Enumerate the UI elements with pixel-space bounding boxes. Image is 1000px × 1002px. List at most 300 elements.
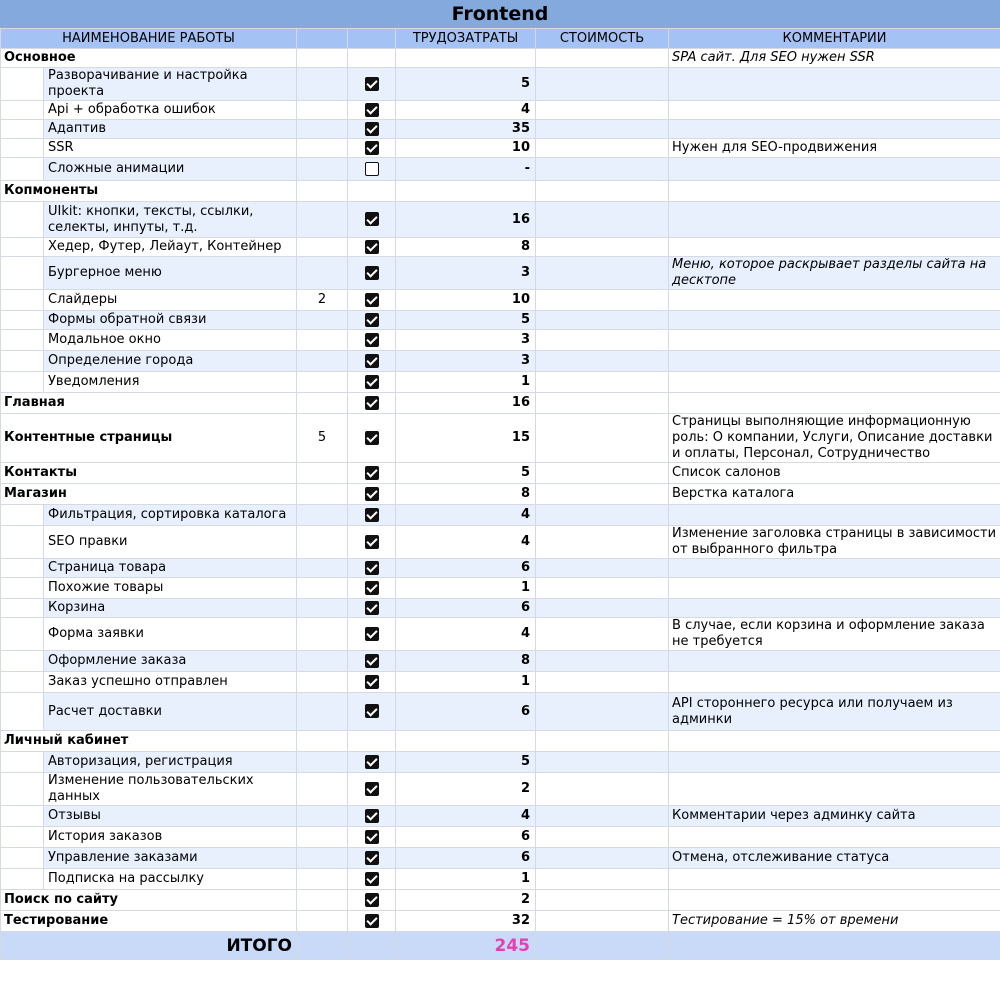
count-cell[interactable] bbox=[297, 731, 348, 752]
effort-cell[interactable]: 5 bbox=[396, 311, 536, 330]
indent-cell[interactable] bbox=[1, 773, 44, 806]
effort-cell[interactable]: 16 bbox=[396, 393, 536, 414]
cost-cell[interactable] bbox=[536, 120, 669, 139]
checkbox-checked[interactable] bbox=[365, 266, 379, 280]
checkbox-checked[interactable] bbox=[365, 704, 379, 718]
comment-cell[interactable] bbox=[669, 158, 1000, 181]
effort-cell[interactable]: 1 bbox=[396, 372, 536, 393]
count-cell[interactable] bbox=[297, 505, 348, 526]
indent-cell[interactable] bbox=[1, 257, 44, 290]
count-cell[interactable] bbox=[297, 773, 348, 806]
cost-cell[interactable] bbox=[536, 68, 669, 101]
checkbox-checked[interactable] bbox=[365, 240, 379, 254]
count-cell[interactable] bbox=[297, 311, 348, 330]
indent-cell[interactable] bbox=[1, 806, 44, 827]
header-name[interactable]: НАИМЕНОВАНИЕ РАБОТЫ bbox=[1, 29, 297, 49]
checkbox-checked[interactable] bbox=[365, 212, 379, 226]
checkbox-cell[interactable] bbox=[348, 869, 396, 890]
checkbox-cell[interactable] bbox=[348, 731, 396, 752]
checkbox-cell[interactable] bbox=[348, 414, 396, 463]
count-cell[interactable] bbox=[297, 49, 348, 68]
indent-cell[interactable] bbox=[1, 578, 44, 599]
checkbox-checked[interactable] bbox=[365, 333, 379, 347]
section-name[interactable]: Поиск по сайту bbox=[1, 890, 297, 911]
comment-cell[interactable]: Верстка каталога bbox=[669, 484, 1000, 505]
table-row bbox=[1, 158, 1000, 181]
checkbox-cell[interactable] bbox=[348, 599, 396, 618]
indent-cell[interactable] bbox=[1, 693, 44, 731]
comment-cell[interactable]: Изменение заголовка страницы в зависимости от выбранного фильтра bbox=[669, 526, 1000, 559]
comment-cell[interactable]: Отмена, отслеживание статуса bbox=[669, 848, 1000, 869]
count-cell[interactable] bbox=[297, 651, 348, 672]
cost-cell[interactable] bbox=[536, 393, 669, 414]
item-name[interactable]: Похожие товары bbox=[44, 578, 297, 599]
checkbox-cell[interactable] bbox=[348, 505, 396, 526]
comment-cell[interactable]: API стороннего ресурса или получаем из админки bbox=[669, 693, 1000, 731]
effort-cell[interactable]: 5 bbox=[396, 68, 536, 101]
checkbox-cell[interactable] bbox=[348, 463, 396, 484]
effort-cell[interactable]: 10 bbox=[396, 139, 536, 158]
item-name[interactable]: Модальное окно bbox=[44, 330, 297, 351]
checkbox-checked[interactable] bbox=[365, 103, 379, 117]
checkbox-cell[interactable] bbox=[348, 393, 396, 414]
comment-cell[interactable]: Меню, которое раскрывает разделы сайта на десктопе bbox=[669, 257, 1000, 290]
cost-cell[interactable] bbox=[536, 911, 669, 932]
item-name[interactable]: Подписка на рассылку bbox=[44, 869, 297, 890]
checkbox-cell[interactable] bbox=[348, 827, 396, 848]
indent-cell[interactable] bbox=[1, 372, 44, 393]
count-cell[interactable] bbox=[297, 257, 348, 290]
total-blank-1[interactable] bbox=[297, 932, 348, 960]
checkbox-cell[interactable] bbox=[348, 526, 396, 559]
cost-cell[interactable] bbox=[536, 257, 669, 290]
comment-cell[interactable] bbox=[669, 672, 1000, 693]
effort-cell[interactable]: 6 bbox=[396, 559, 536, 578]
checkbox-checked[interactable] bbox=[365, 914, 379, 928]
checkbox-cell[interactable] bbox=[348, 181, 396, 202]
indent-cell[interactable] bbox=[1, 238, 44, 257]
table-row bbox=[1, 505, 1000, 526]
item-name[interactable]: Слайдеры bbox=[44, 290, 297, 311]
item-name[interactable]: Расчет доставки bbox=[44, 693, 297, 731]
total-value[interactable]: 245 bbox=[396, 932, 536, 960]
effort-cell[interactable]: 5 bbox=[396, 752, 536, 773]
section-name[interactable]: Контентные страницы bbox=[1, 414, 297, 463]
cost-cell[interactable] bbox=[536, 139, 669, 158]
count-cell[interactable] bbox=[297, 351, 348, 372]
indent-cell[interactable] bbox=[1, 827, 44, 848]
count-cell[interactable]: 5 bbox=[297, 414, 348, 463]
checkbox-checked[interactable] bbox=[365, 354, 379, 368]
item-name[interactable]: Определение города bbox=[44, 351, 297, 372]
checkbox-cell[interactable] bbox=[348, 773, 396, 806]
checkbox-cell[interactable] bbox=[348, 559, 396, 578]
checkbox-checked[interactable] bbox=[365, 431, 379, 445]
comment-cell[interactable]: SPA сайт. Для SEO нужен SSR bbox=[669, 49, 1000, 68]
checkbox-checked[interactable] bbox=[365, 654, 379, 668]
checkbox-checked[interactable] bbox=[365, 487, 379, 501]
effort-cell[interactable]: 35 bbox=[396, 120, 536, 139]
count-cell[interactable] bbox=[297, 618, 348, 651]
comment-cell[interactable] bbox=[669, 202, 1000, 238]
item-name[interactable]: Адаптив bbox=[44, 120, 297, 139]
cost-cell[interactable] bbox=[536, 731, 669, 752]
effort-cell[interactable]: 2 bbox=[396, 890, 536, 911]
count-cell[interactable] bbox=[297, 806, 348, 827]
checkbox-checked[interactable] bbox=[365, 396, 379, 410]
count-cell[interactable] bbox=[297, 526, 348, 559]
effort-cell[interactable]: 3 bbox=[396, 257, 536, 290]
item-name[interactable]: UIkit: кнопки, тексты, ссылки, селекты, инпуты, т.д. bbox=[44, 202, 297, 238]
count-cell[interactable] bbox=[297, 158, 348, 181]
effort-cell[interactable]: 4 bbox=[396, 505, 536, 526]
cost-cell[interactable] bbox=[536, 599, 669, 618]
cost-cell[interactable] bbox=[536, 351, 669, 372]
count-cell[interactable] bbox=[297, 202, 348, 238]
indent-cell[interactable] bbox=[1, 599, 44, 618]
indent-cell[interactable] bbox=[1, 559, 44, 578]
count-cell[interactable] bbox=[297, 752, 348, 773]
item-name[interactable]: Фильтрация, сортировка каталога bbox=[44, 505, 297, 526]
section-name[interactable]: Основное bbox=[1, 49, 297, 68]
effort-cell[interactable]: 5 bbox=[396, 463, 536, 484]
count-cell[interactable] bbox=[297, 120, 348, 139]
effort-cell[interactable]: - bbox=[396, 158, 536, 181]
effort-cell[interactable]: 8 bbox=[396, 484, 536, 505]
effort-cell[interactable]: 4 bbox=[396, 526, 536, 559]
comment-cell[interactable] bbox=[669, 393, 1000, 414]
checkbox-checked[interactable] bbox=[365, 627, 379, 641]
checkbox-unchecked[interactable] bbox=[365, 162, 379, 176]
checkbox-checked[interactable] bbox=[365, 508, 379, 522]
checkbox-cell[interactable] bbox=[348, 890, 396, 911]
checkbox-checked[interactable] bbox=[365, 601, 379, 615]
effort-cell[interactable]: 16 bbox=[396, 202, 536, 238]
checkbox-checked[interactable] bbox=[365, 851, 379, 865]
checkbox-checked[interactable] bbox=[365, 809, 379, 823]
cost-cell[interactable] bbox=[536, 693, 669, 731]
item-name[interactable]: Сложные анимации bbox=[44, 158, 297, 181]
checkbox-cell[interactable] bbox=[348, 120, 396, 139]
effort-cell[interactable]: 4 bbox=[396, 806, 536, 827]
item-name[interactable]: Оформление заказа bbox=[44, 651, 297, 672]
comment-cell[interactable] bbox=[669, 559, 1000, 578]
checkbox-cell[interactable] bbox=[348, 351, 396, 372]
count-cell[interactable] bbox=[297, 68, 348, 101]
comment-cell[interactable]: Комментарии через админку сайта bbox=[669, 806, 1000, 827]
count-cell[interactable] bbox=[297, 848, 348, 869]
indent-cell[interactable] bbox=[1, 351, 44, 372]
count-cell[interactable] bbox=[297, 559, 348, 578]
indent-cell[interactable] bbox=[1, 202, 44, 238]
checkbox-cell[interactable] bbox=[348, 290, 396, 311]
item-name[interactable]: Корзина bbox=[44, 599, 297, 618]
checkbox-checked[interactable] bbox=[365, 141, 379, 155]
effort-cell[interactable]: 6 bbox=[396, 827, 536, 848]
indent-cell[interactable] bbox=[1, 505, 44, 526]
checkbox-checked[interactable] bbox=[365, 893, 379, 907]
count-cell[interactable] bbox=[297, 578, 348, 599]
checkbox-cell[interactable] bbox=[348, 101, 396, 120]
section-row bbox=[1, 181, 1000, 202]
comment-cell[interactable] bbox=[669, 120, 1000, 139]
item-name[interactable]: Авторизация, регистрация bbox=[44, 752, 297, 773]
count-cell[interactable] bbox=[297, 911, 348, 932]
count-cell[interactable] bbox=[297, 101, 348, 120]
table-row bbox=[1, 651, 1000, 672]
item-name[interactable]: Изменение пользовательских данных bbox=[44, 773, 297, 806]
comment-cell[interactable] bbox=[669, 372, 1000, 393]
comment-cell[interactable]: В случае, если корзина и оформление заказа не требуется bbox=[669, 618, 1000, 651]
count-cell[interactable] bbox=[297, 181, 348, 202]
count-cell[interactable] bbox=[297, 599, 348, 618]
cost-cell[interactable] bbox=[536, 752, 669, 773]
indent-cell[interactable] bbox=[1, 618, 44, 651]
effort-cell[interactable] bbox=[396, 49, 536, 68]
cost-cell[interactable] bbox=[536, 181, 669, 202]
section-name[interactable]: Главная bbox=[1, 393, 297, 414]
item-name[interactable]: Заказ успешно отправлен bbox=[44, 672, 297, 693]
comment-cell[interactable] bbox=[669, 827, 1000, 848]
checkbox-cell[interactable] bbox=[348, 484, 396, 505]
count-cell[interactable] bbox=[297, 484, 348, 505]
checkbox-checked[interactable] bbox=[365, 561, 379, 575]
checkbox-cell[interactable] bbox=[348, 257, 396, 290]
checkbox-cell[interactable] bbox=[348, 693, 396, 731]
indent-cell[interactable] bbox=[1, 158, 44, 181]
section-name[interactable]: Копмоненты bbox=[1, 181, 297, 202]
item-name[interactable]: SEO правки bbox=[44, 526, 297, 559]
cost-cell[interactable] bbox=[536, 372, 669, 393]
cost-cell[interactable] bbox=[536, 869, 669, 890]
section-name[interactable]: Контакты bbox=[1, 463, 297, 484]
comment-cell[interactable]: Страницы выполняющие информационную роль: О компании, Услуги, Описание доставки и оплаты, Персонал, Сотрудничество bbox=[669, 414, 1000, 463]
item-name[interactable]: Api + обработка ошибок bbox=[44, 101, 297, 120]
checkbox-cell[interactable] bbox=[348, 202, 396, 238]
comment-cell[interactable] bbox=[669, 238, 1000, 257]
comment-cell[interactable] bbox=[669, 752, 1000, 773]
header-cost[interactable]: СТОИМОСТЬ bbox=[536, 29, 669, 49]
indent-cell[interactable] bbox=[1, 311, 44, 330]
count-cell[interactable] bbox=[297, 330, 348, 351]
checkbox-cell[interactable] bbox=[348, 372, 396, 393]
header-comments[interactable]: КОММЕНТАРИИ bbox=[669, 29, 1000, 49]
cost-cell[interactable] bbox=[536, 484, 669, 505]
checkbox-cell[interactable] bbox=[348, 752, 396, 773]
cost-cell[interactable] bbox=[536, 49, 669, 68]
comment-cell[interactable]: Список салонов bbox=[669, 463, 1000, 484]
indent-cell[interactable] bbox=[1, 290, 44, 311]
effort-cell[interactable]: 3 bbox=[396, 330, 536, 351]
item-name[interactable]: Хедер, Футер, Лейаут, Контейнер bbox=[44, 238, 297, 257]
effort-cell[interactable]: 6 bbox=[396, 693, 536, 731]
total-label[interactable]: ИТОГО bbox=[1, 932, 297, 960]
header-effort[interactable]: ТРУДОЗАТРАТЫ bbox=[396, 29, 536, 49]
effort-cell[interactable]: 6 bbox=[396, 848, 536, 869]
comment-cell[interactable] bbox=[669, 351, 1000, 372]
effort-cell[interactable]: 3 bbox=[396, 351, 536, 372]
checkbox-checked[interactable] bbox=[365, 375, 379, 389]
checkbox-cell[interactable] bbox=[348, 806, 396, 827]
count-cell[interactable] bbox=[297, 672, 348, 693]
checkbox-cell[interactable] bbox=[348, 672, 396, 693]
section-name[interactable]: Тестирование bbox=[1, 911, 297, 932]
item-name[interactable]: Страница товара bbox=[44, 559, 297, 578]
cost-cell[interactable] bbox=[536, 890, 669, 911]
checkbox-cell[interactable] bbox=[348, 848, 396, 869]
indent-cell[interactable] bbox=[1, 330, 44, 351]
indent-cell[interactable] bbox=[1, 68, 44, 101]
effort-cell[interactable]: 1 bbox=[396, 672, 536, 693]
item-name[interactable]: Форма заявки bbox=[44, 618, 297, 651]
checkbox-cell[interactable] bbox=[348, 139, 396, 158]
total-comment[interactable] bbox=[669, 932, 1000, 960]
section-name[interactable]: Личный кабинет bbox=[1, 731, 297, 752]
item-name[interactable]: Управление заказами bbox=[44, 848, 297, 869]
item-name[interactable]: Разворачивание и настройка проекта bbox=[44, 68, 297, 101]
effort-cell[interactable]: 6 bbox=[396, 599, 536, 618]
cost-cell[interactable] bbox=[536, 773, 669, 806]
checkbox-cell[interactable] bbox=[348, 49, 396, 68]
checkbox-checked[interactable] bbox=[365, 830, 379, 844]
checkbox-checked[interactable] bbox=[365, 293, 379, 307]
checkbox-cell[interactable] bbox=[348, 68, 396, 101]
effort-cell[interactable]: 4 bbox=[396, 101, 536, 120]
comment-cell[interactable] bbox=[669, 890, 1000, 911]
comment-cell[interactable] bbox=[669, 311, 1000, 330]
cost-cell[interactable] bbox=[536, 101, 669, 120]
cost-cell[interactable] bbox=[536, 526, 669, 559]
checkbox-cell[interactable] bbox=[348, 911, 396, 932]
cost-cell[interactable] bbox=[536, 290, 669, 311]
cost-cell[interactable] bbox=[536, 505, 669, 526]
count-cell[interactable] bbox=[297, 393, 348, 414]
effort-cell[interactable]: 10 bbox=[396, 290, 536, 311]
checkbox-cell[interactable] bbox=[348, 158, 396, 181]
comment-cell[interactable] bbox=[669, 651, 1000, 672]
effort-cell[interactable]: 4 bbox=[396, 618, 536, 651]
count-cell[interactable] bbox=[297, 869, 348, 890]
cost-cell[interactable] bbox=[536, 330, 669, 351]
comment-cell[interactable]: Нужен для SEO-продвижения bbox=[669, 139, 1000, 158]
checkbox-checked[interactable] bbox=[365, 313, 379, 327]
cost-cell[interactable] bbox=[536, 202, 669, 238]
checkbox-checked[interactable] bbox=[365, 581, 379, 595]
item-name[interactable]: Формы обратной связи bbox=[44, 311, 297, 330]
count-cell[interactable] bbox=[297, 890, 348, 911]
effort-cell[interactable]: 1 bbox=[396, 869, 536, 890]
comment-cell[interactable] bbox=[669, 578, 1000, 599]
effort-cell[interactable] bbox=[396, 731, 536, 752]
cost-cell[interactable] bbox=[536, 559, 669, 578]
total-cost[interactable] bbox=[536, 932, 669, 960]
checkbox-cell[interactable] bbox=[348, 238, 396, 257]
cost-cell[interactable] bbox=[536, 414, 669, 463]
effort-cell[interactable]: 32 bbox=[396, 911, 536, 932]
indent-cell[interactable] bbox=[1, 848, 44, 869]
checkbox-checked[interactable] bbox=[365, 782, 379, 796]
item-name[interactable]: Уведомления bbox=[44, 372, 297, 393]
comment-cell[interactable] bbox=[669, 330, 1000, 351]
indent-cell[interactable] bbox=[1, 672, 44, 693]
cost-cell[interactable] bbox=[536, 311, 669, 330]
indent-cell[interactable] bbox=[1, 752, 44, 773]
comment-cell[interactable] bbox=[669, 101, 1000, 120]
checkbox-cell[interactable] bbox=[348, 311, 396, 330]
effort-cell[interactable]: 8 bbox=[396, 238, 536, 257]
header-count[interactable] bbox=[297, 29, 348, 49]
count-cell[interactable] bbox=[297, 827, 348, 848]
cost-cell[interactable] bbox=[536, 158, 669, 181]
checkbox-cell[interactable] bbox=[348, 578, 396, 599]
checkbox-checked[interactable] bbox=[365, 122, 379, 136]
section-name[interactable]: Магазин bbox=[1, 484, 297, 505]
cost-cell[interactable] bbox=[536, 578, 669, 599]
cost-cell[interactable] bbox=[536, 618, 669, 651]
effort-cell[interactable] bbox=[396, 181, 536, 202]
checkbox-checked[interactable] bbox=[365, 535, 379, 549]
effort-cell[interactable]: 8 bbox=[396, 651, 536, 672]
checkbox-checked[interactable] bbox=[365, 755, 379, 769]
cost-cell[interactable] bbox=[536, 672, 669, 693]
comment-cell[interactable] bbox=[669, 505, 1000, 526]
count-cell[interactable] bbox=[297, 463, 348, 484]
comment-cell[interactable] bbox=[669, 731, 1000, 752]
cost-cell[interactable] bbox=[536, 848, 669, 869]
checkbox-checked[interactable] bbox=[365, 675, 379, 689]
cost-cell[interactable] bbox=[536, 806, 669, 827]
checkbox-checked[interactable] bbox=[365, 77, 379, 91]
checkbox-cell[interactable] bbox=[348, 618, 396, 651]
comment-cell[interactable]: Тестирование = 15% от времени bbox=[669, 911, 1000, 932]
checkbox-checked[interactable] bbox=[365, 872, 379, 886]
item-name[interactable]: SSR bbox=[44, 139, 297, 158]
comment-cell[interactable] bbox=[669, 68, 1000, 101]
indent-cell[interactable] bbox=[1, 651, 44, 672]
count-cell[interactable] bbox=[297, 238, 348, 257]
cost-cell[interactable] bbox=[536, 827, 669, 848]
comment-cell[interactable] bbox=[669, 599, 1000, 618]
count-cell[interactable] bbox=[297, 372, 348, 393]
effort-cell[interactable]: 1 bbox=[396, 578, 536, 599]
item-name[interactable]: История заказов bbox=[44, 827, 297, 848]
indent-cell[interactable] bbox=[1, 869, 44, 890]
comment-cell[interactable] bbox=[669, 181, 1000, 202]
effort-cell[interactable]: 2 bbox=[396, 773, 536, 806]
comment-cell[interactable] bbox=[669, 773, 1000, 806]
count-cell[interactable] bbox=[297, 693, 348, 731]
cost-cell[interactable] bbox=[536, 238, 669, 257]
item-name[interactable]: Бургерное меню bbox=[44, 257, 297, 290]
indent-cell[interactable] bbox=[1, 101, 44, 120]
total-blank-2[interactable] bbox=[348, 932, 396, 960]
item-name[interactable]: Отзывы bbox=[44, 806, 297, 827]
checkbox-checked[interactable] bbox=[365, 466, 379, 480]
indent-cell[interactable] bbox=[1, 526, 44, 559]
cost-cell[interactable] bbox=[536, 463, 669, 484]
count-cell[interactable] bbox=[297, 139, 348, 158]
indent-cell[interactable] bbox=[1, 139, 44, 158]
comment-cell[interactable] bbox=[669, 869, 1000, 890]
indent-cell[interactable] bbox=[1, 120, 44, 139]
cost-cell[interactable] bbox=[536, 651, 669, 672]
count-cell[interactable]: 2 bbox=[297, 290, 348, 311]
checkbox-cell[interactable] bbox=[348, 330, 396, 351]
comment-cell[interactable] bbox=[669, 290, 1000, 311]
effort-cell[interactable]: 15 bbox=[396, 414, 536, 463]
header-check[interactable] bbox=[348, 29, 396, 49]
checkbox-cell[interactable] bbox=[348, 651, 396, 672]
